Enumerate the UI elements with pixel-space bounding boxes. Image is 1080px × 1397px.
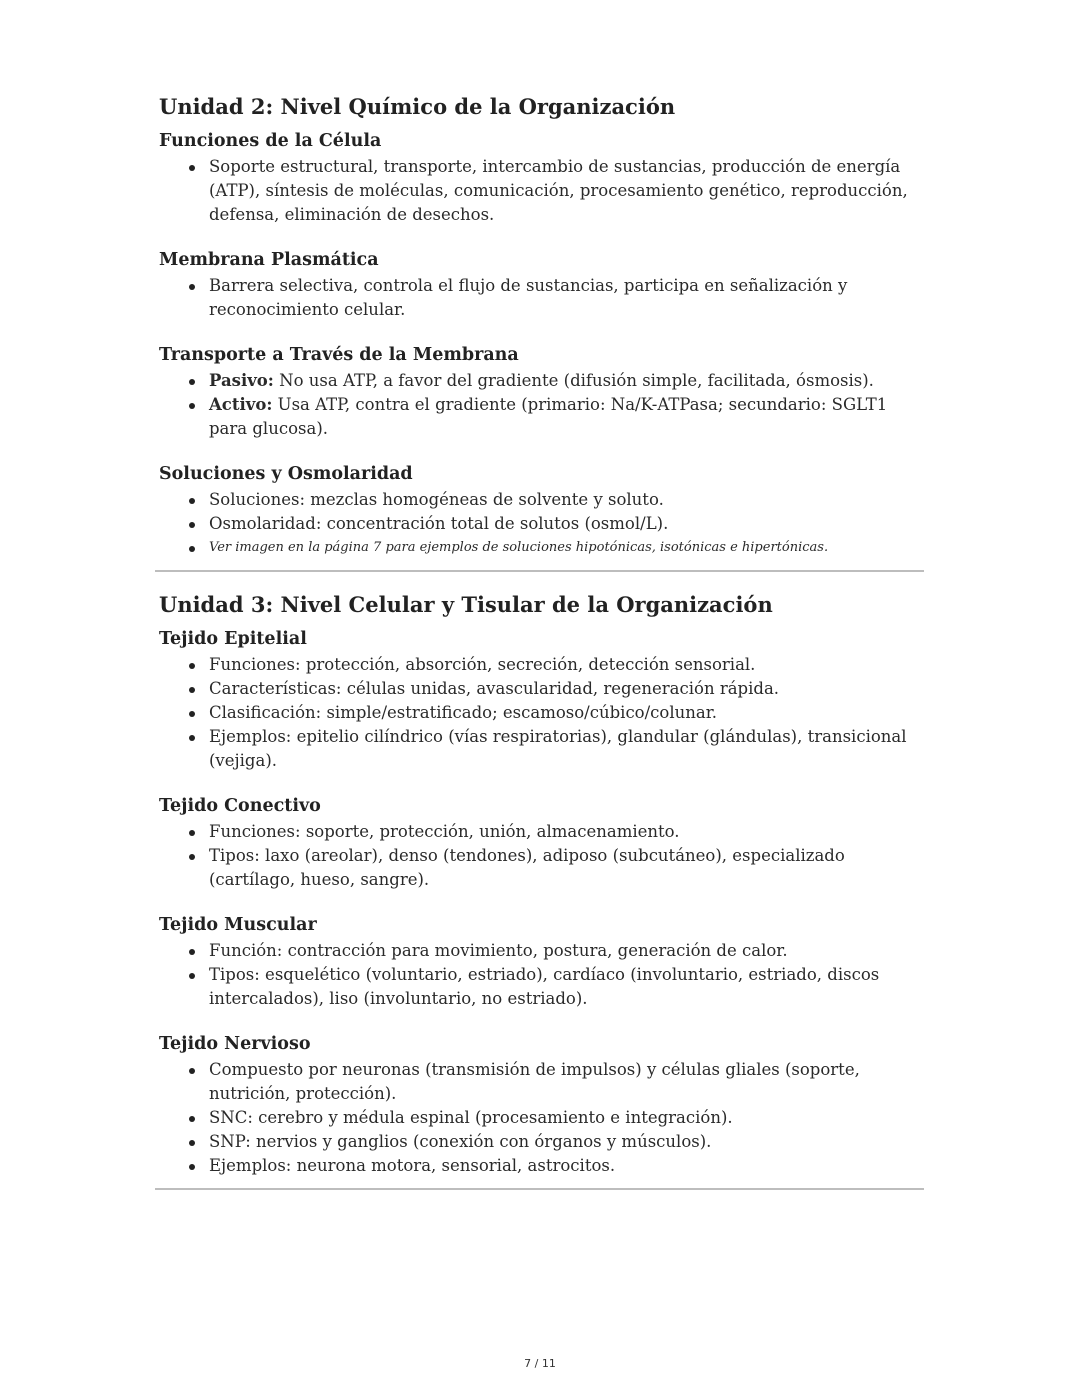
list-item: Clasificación: simple/estratificado; escamoso/cúbico/colunar. — [209, 701, 924, 725]
bullet-list — [159, 155, 924, 227]
list-item: Características: células unidas, avascularidad, regeneración rápida. — [209, 677, 924, 701]
bullet-list — [159, 369, 924, 441]
item-label: Activo: — [209, 395, 273, 414]
item-text: Usa ATP, contra el gradiente (primario: Na/K-ATPasa; secundario: SGLT1 para glucosa). — [209, 395, 888, 438]
list-item: Funciones: soporte, protección, unión, almacenamiento. — [209, 820, 924, 844]
list-item: Osmolaridad: concentración total de solutos (osmol/L). — [209, 512, 924, 536]
section-heading: Tejido Nervioso — [159, 1034, 311, 1054]
section-heading: Tejido Conectivo — [159, 796, 321, 816]
section-divider — [155, 1188, 924, 1190]
image-reference-note: Ver imagen en la página 7 para ejemplos de soluciones hipotónicas, isotónicas e hipertónicas. — [209, 536, 924, 560]
bullet-list — [159, 274, 924, 322]
bullet-list — [159, 1058, 924, 1178]
list-item — [209, 393, 924, 441]
list-item: Función: contracción para movimiento, postura, generación de calor. — [209, 939, 924, 963]
section-heading: Transporte a Través de la Membrana — [159, 345, 519, 365]
list-item: Ejemplos: epitelio cilíndrico (vías respiratorias), glandular (glándulas), transicional (vejiga). — [209, 725, 924, 773]
section-tejido-muscular — [159, 912, 924, 1011]
list-item: SNP: nervios y ganglios (conexión con órganos y músculos). — [209, 1130, 924, 1154]
bullet-list — [159, 939, 924, 1011]
list-item: Soporte estructural, transporte, intercambio de sustancias, producción de energía (ATP), síntesis de moléculas, comunicación, procesamiento genético, reproducción, defensa, eliminación de desechos. — [209, 155, 924, 227]
list-item: Tipos: esquelético (voluntario, estriado), cardíaco (involuntario, estriado, discos intercalados), liso (involuntario, no estriado). — [209, 963, 924, 1011]
item-label: Pasivo: — [209, 371, 274, 390]
list-item: Soluciones: mezclas homogéneas de solvente y soluto. — [209, 488, 924, 512]
document-page — [159, 92, 924, 1208]
page-number: 7 / 11 — [524, 1357, 556, 1370]
section-divider — [155, 570, 924, 572]
bullet-list — [159, 488, 924, 560]
section-tejido-nervioso — [159, 1031, 924, 1178]
item-text: No usa ATP, a favor del gradiente (difusión simple, facilitada, ósmosis). — [273, 371, 874, 390]
section-soluciones-osmolaridad — [159, 461, 924, 560]
list-item: Funciones: protección, absorción, secreción, detección sensorial. — [209, 653, 924, 677]
section-tejido-conectivo — [159, 793, 924, 892]
section-funciones-celula — [159, 128, 924, 227]
section-heading: Tejido Epitelial — [159, 629, 307, 649]
unit-2-title: Unidad 2: Nivel Químico de la Organización — [159, 94, 676, 119]
bullet-list — [159, 653, 924, 773]
unit-3-title: Unidad 3: Nivel Celular y Tisular de la Organización — [159, 592, 773, 617]
list-item: Ejemplos: neurona motora, sensorial, astrocitos. — [209, 1154, 924, 1178]
list-item: Compuesto por neuronas (transmisión de impulsos) y células gliales (soporte, nutrición, protección). — [209, 1058, 924, 1106]
section-heading: Funciones de la Célula — [159, 131, 382, 151]
bullet-list — [159, 820, 924, 892]
section-membrana-plasmatica — [159, 247, 924, 322]
list-item: SNC: cerebro y médula espinal (procesamiento e integración). — [209, 1106, 924, 1130]
list-item: Tipos: laxo (areolar), denso (tendones), adiposo (subcutáneo), especializado (cartílago, hueso, sangre). — [209, 844, 924, 892]
section-heading: Membrana Plasmática — [159, 250, 379, 270]
list-item: Barrera selectiva, controla el flujo de sustancias, participa en señalización y reconocimiento celular. — [209, 274, 924, 322]
section-heading: Soluciones y Osmolaridad — [159, 464, 413, 484]
section-tejido-epitelial — [159, 626, 924, 773]
section-transporte-membrana — [159, 342, 924, 441]
section-heading: Tejido Muscular — [159, 915, 317, 935]
list-item — [209, 369, 924, 393]
